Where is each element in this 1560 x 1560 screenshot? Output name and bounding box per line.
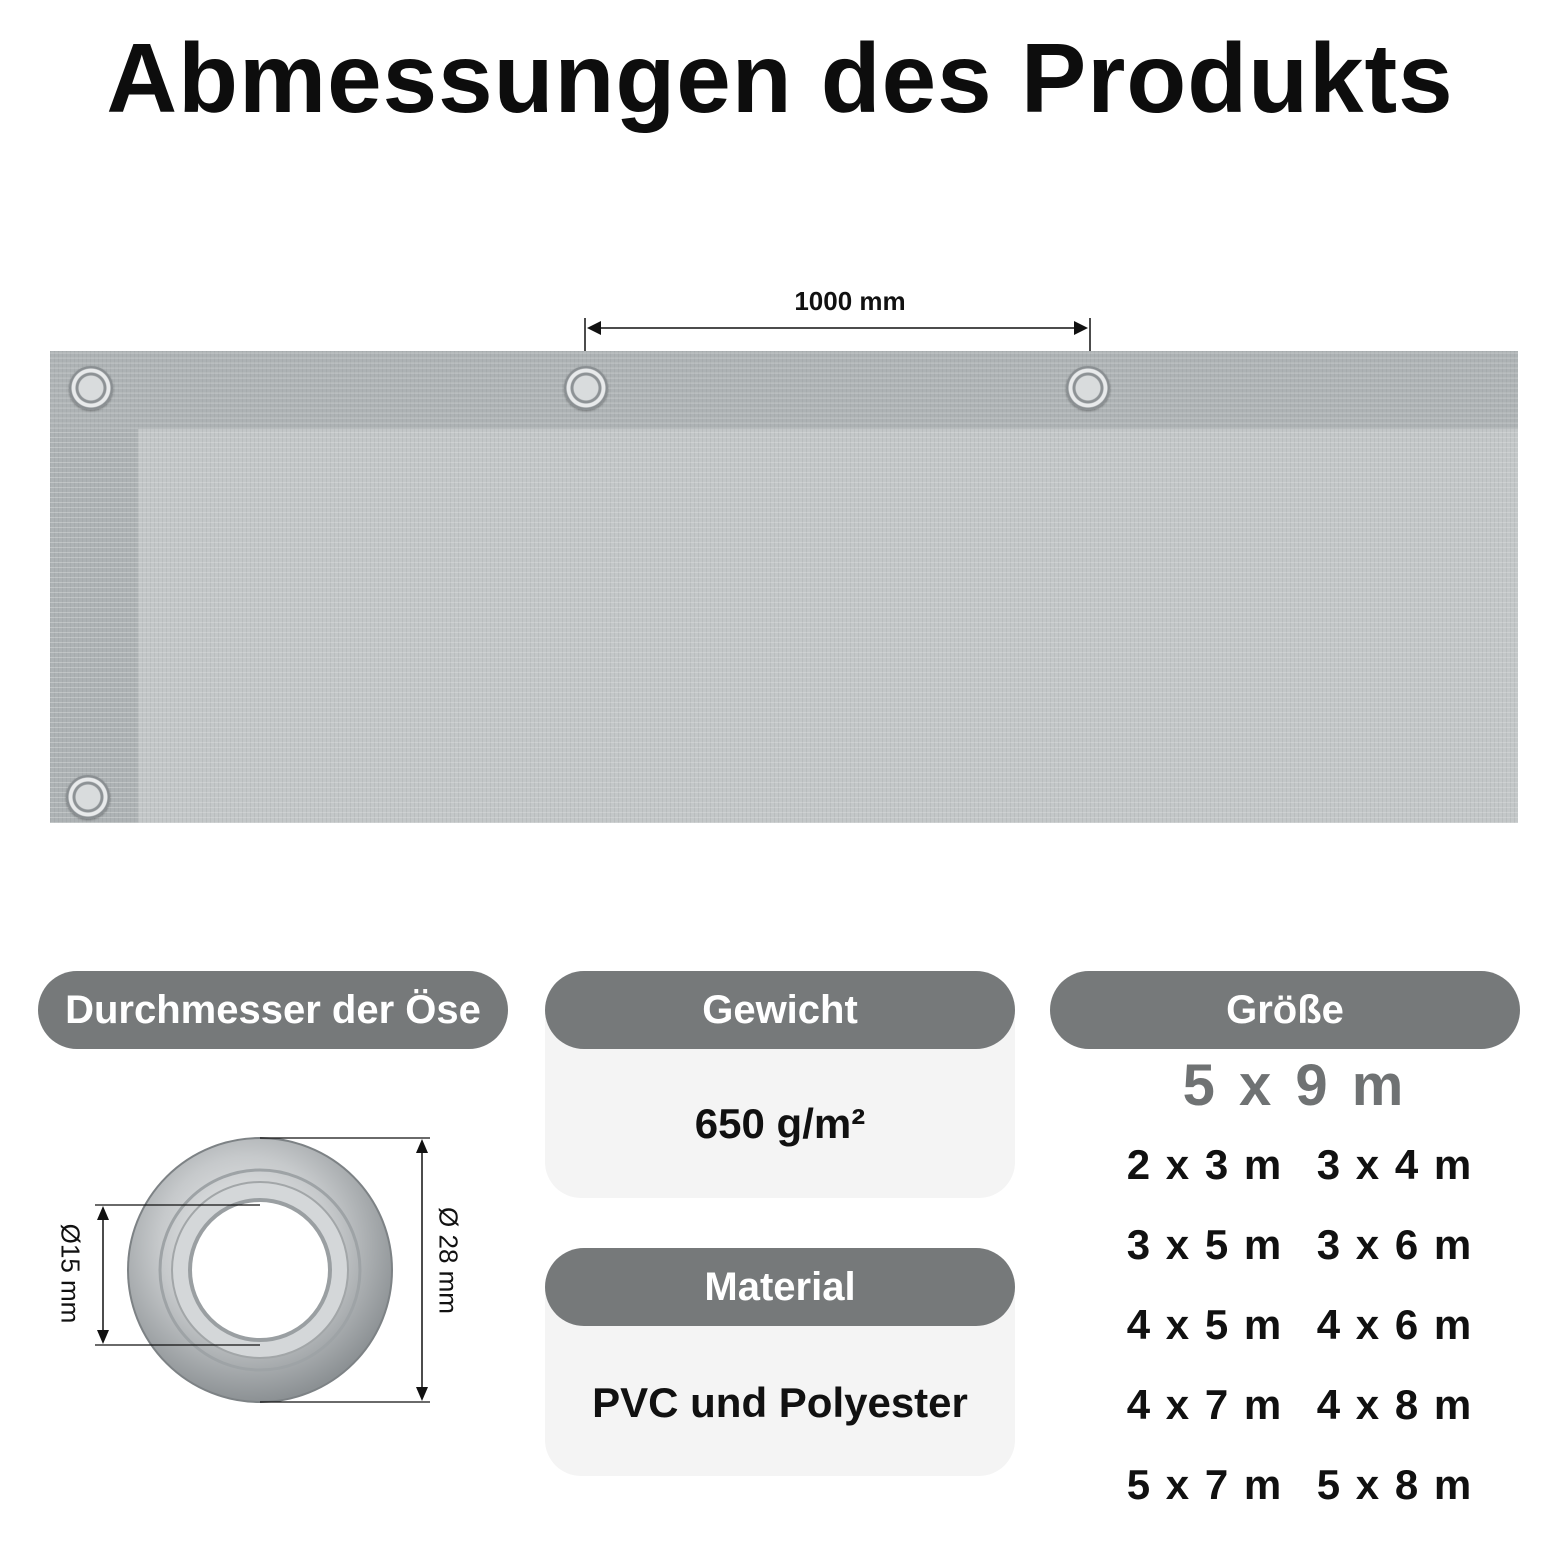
material-value: PVC und Polyester xyxy=(592,1379,968,1426)
selected-size: 5 x 9 m xyxy=(1182,1053,1408,1118)
size-option: 5 x 8 m xyxy=(1316,1461,1474,1508)
size-option: 3 x 4 m xyxy=(1316,1141,1474,1188)
inner-diameter-label: Ø15 mm xyxy=(55,1223,86,1324)
grommet-icon xyxy=(1066,366,1110,410)
size-option: 2 x 3 m xyxy=(1126,1141,1284,1188)
size-option: 3 x 5 m xyxy=(1126,1221,1284,1268)
banner-top-hem xyxy=(50,351,1518,429)
size-option: 5 x 7 m xyxy=(1126,1461,1284,1508)
size-options-list xyxy=(1110,1140,1490,1510)
eyelet-heading: Durchmesser der Öse xyxy=(38,971,508,1049)
size-heading: Größe xyxy=(1050,971,1520,1049)
weight-heading: Gewicht xyxy=(545,971,1015,1049)
banner-left-hem xyxy=(50,429,138,823)
eyelet-diagram xyxy=(40,1120,500,1420)
page-title: Abmessungen des Produkts xyxy=(106,23,1454,133)
spacing-label: 1000 mm xyxy=(794,286,906,316)
weight-value: 650 g/m² xyxy=(694,1100,866,1147)
size-option: 4 x 6 m xyxy=(1316,1301,1474,1348)
banner-image xyxy=(50,351,1518,823)
grommet-icon xyxy=(66,775,110,819)
grommet-icon xyxy=(69,366,113,410)
grommet-icon xyxy=(564,366,608,410)
size-option: 4 x 8 m xyxy=(1316,1381,1474,1428)
size-option: 3 x 6 m xyxy=(1316,1221,1474,1268)
size-option: 4 x 5 m xyxy=(1126,1301,1284,1348)
outer-diameter-label: Ø 28 mm xyxy=(433,1207,464,1314)
material-heading: Material xyxy=(545,1248,1015,1326)
size-option: 4 x 7 m xyxy=(1126,1381,1284,1428)
